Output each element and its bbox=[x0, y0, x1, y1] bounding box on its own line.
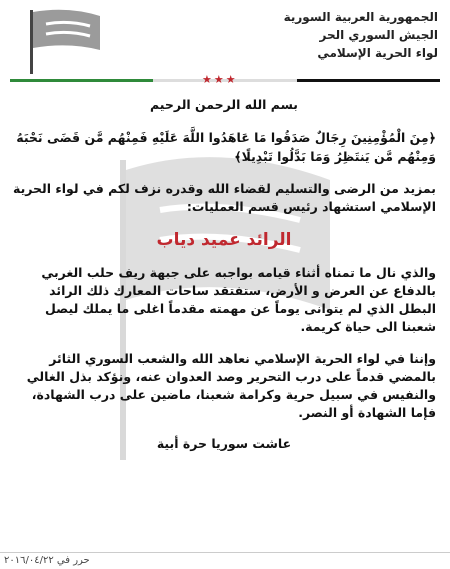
pledge-paragraph: وإننا في لواء الحرية الإسلامي نعاهد الله والشعب السوري الثائر بالمضي قدماً على درب التحرير وصد العدوان عنه، ونؤكد بذل الغالي والنفيس في سبيل حرية وكرامة شعبنا، ماضين على درب الشهادة، فإما الشهادة أو النصر. bbox=[26, 351, 436, 420]
stars-icon: ★★★ bbox=[202, 73, 238, 86]
statement-body bbox=[12, 97, 436, 451]
basmala: بسم الله الرحمن الرحيم bbox=[150, 97, 298, 112]
header-republic: الجمهورية العربية السورية bbox=[283, 10, 438, 24]
header-org-lines bbox=[284, 8, 438, 62]
closing-slogan: عاشت سوريا حرة أبية bbox=[156, 436, 292, 451]
martyr-name: الرائد عميد دياب bbox=[156, 230, 292, 250]
issue-date: حرر في ٢٠١٦/٠٤/٢٢ bbox=[4, 555, 90, 566]
announcement-paragraph: بمزيد من الرضى والتسليم لقضاء الله وقدره نزف لكم في لواء الحرية الإسلامي استشهاد رئيس قسم العمليات: bbox=[12, 181, 436, 214]
flag-logo-icon bbox=[18, 6, 108, 76]
tribute-paragraph: والذي نال ما تمناه أثناء قيامه بواجبه على جبهة ريف حلب الغربي بالدفاع عن العرض و الأرض، ستفتقد ساحات المعارك ذلك الرائد البطل الذي لم يتوانى يوماً عن مهمته مقدماً اغلى ما يملك ليصل شعبنا الى حياة كريمة. bbox=[41, 265, 436, 334]
header-army: الجيش السوري الحر bbox=[319, 28, 438, 42]
quran-verse: ﴿مِنَ الْمُؤْمِنِينَ رِجَالٌ صَدَقُوا مَا عَاهَدُوا اللَّهَ عَلَيْهِ فَمِنْهُم مَّن قَضَى نَحْبَهُ وَمِنْهُم مَّن يَنتَظِرُ وَمَا بَدَّلُوا تَبْدِيلًا﴾ bbox=[16, 130, 436, 164]
header-brigade: لواء الحرية الإسلامي bbox=[317, 46, 438, 60]
footer-divider bbox=[0, 552, 450, 553]
